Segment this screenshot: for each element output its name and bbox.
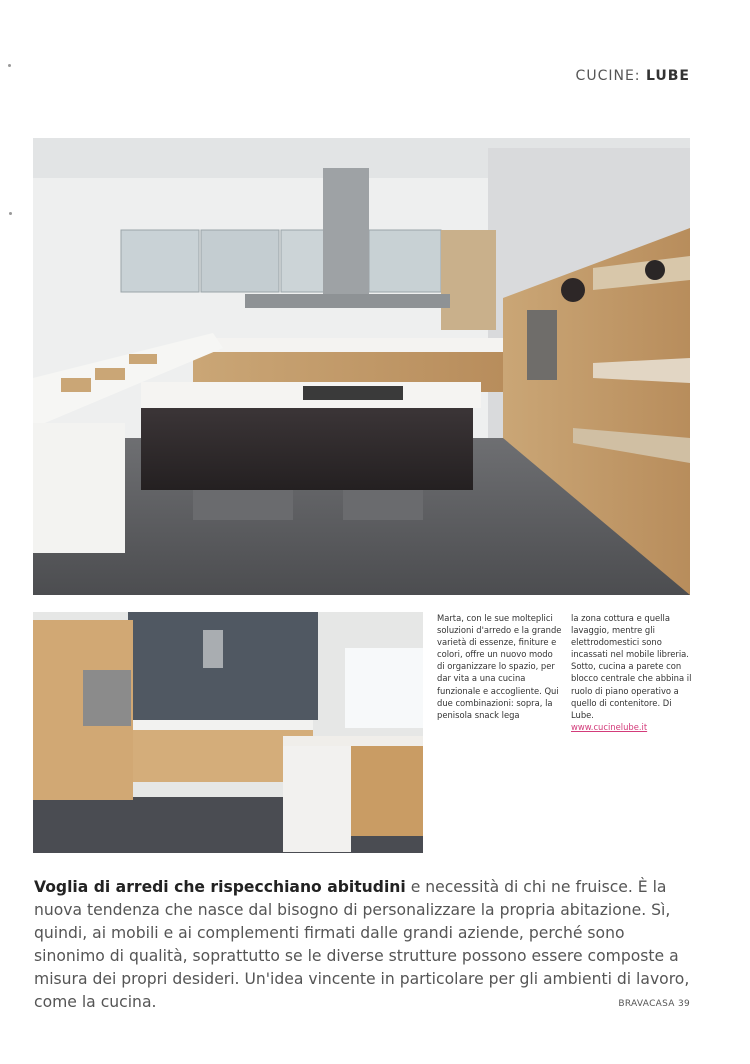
scan-speck xyxy=(9,212,12,215)
website-link[interactable]: www.cucinelube.it xyxy=(571,721,648,732)
body-text: e necessità di chi ne fruisce. È la nuova tendenza che nasce dal bisogno di personalizzare la propria abitazione. Sì, quindi, ai mobili e ai complementi firmati dalle grandi aziende, perché sono sinonimo di qualità, soprattutto se le diverse strutture possono essere composte a misura dei propri desideri. Un'idea vincente in particolare per gli ambienti di lavoro, come la cucina. xyxy=(34,878,690,1011)
brand-label: LUBE xyxy=(645,68,690,84)
section-header xyxy=(576,68,690,84)
scan-speck xyxy=(8,64,11,67)
caption-column-1 xyxy=(437,612,562,721)
magazine-name: BRAVACASA xyxy=(618,999,675,1009)
section-label: CUCINE: xyxy=(575,68,641,84)
lead-sentence: Voglia di arredi che rispecchiano abitudini xyxy=(34,878,406,896)
secondary-kitchen-photo xyxy=(33,612,423,853)
caption-column-2 xyxy=(571,612,696,733)
body-paragraph xyxy=(34,876,694,1014)
main-kitchen-photo xyxy=(33,138,690,595)
caption-text-1: Marta, con le sue molteplici soluzioni d'arredo e la grande varietà di essenze, finiture e colori, offre un nuovo modo di organizzare lo spazio, per dar vita a una cucina funzionale e accogliente. Qui due combinazioni: sopra, la penisola snack lega xyxy=(437,613,562,720)
caption-text-2: la zona cottura e quella lavaggio, mentre gli elettrodomestici sono incassati nel mobile libreria. Sotto, cucina a parete con blocco centrale che abbina il ruolo di piano operativo a quello di contenitore. Di Lube. xyxy=(571,613,692,720)
page-footer xyxy=(618,999,690,1009)
page-number: 39 xyxy=(677,999,690,1009)
